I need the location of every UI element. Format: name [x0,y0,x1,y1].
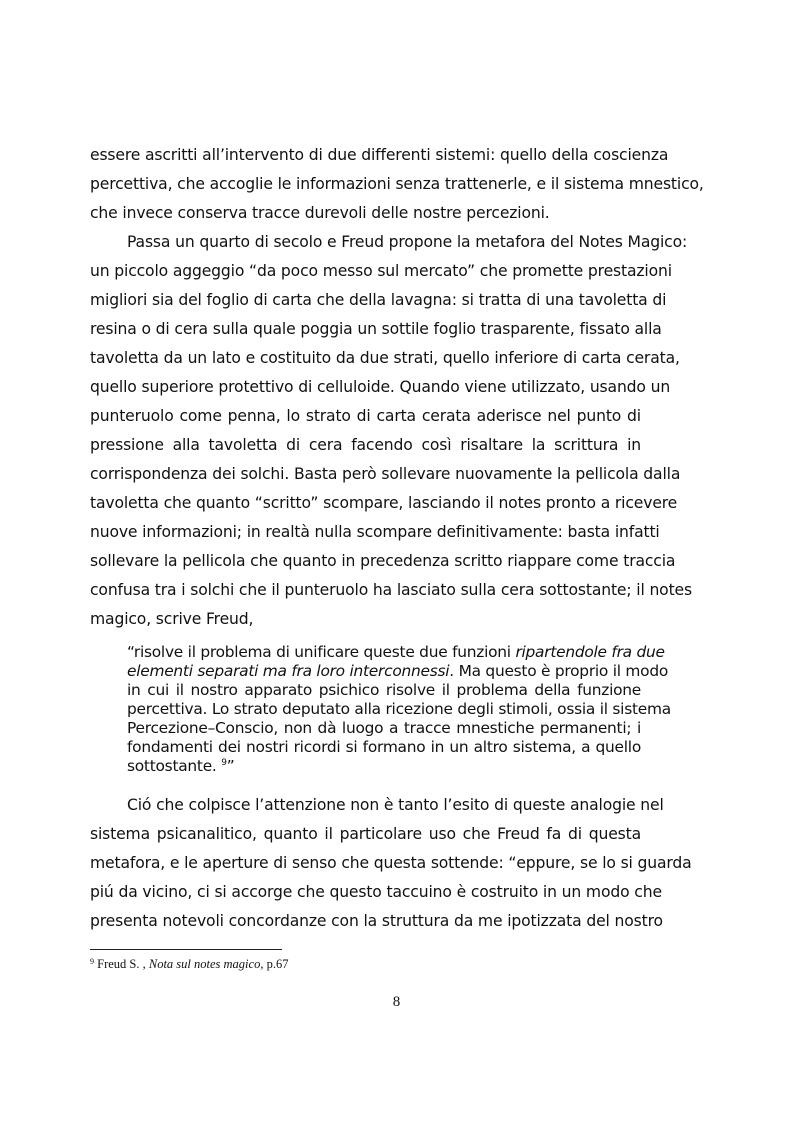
text-line: corrispondenza dei solchi. Basta però sollevare nuovamente la pellicola dalla [90,465,681,483]
text-line: presenta notevoli concordanze con la struttura da me ipotizzata del nostro [90,912,663,930]
quote-line [127,643,665,662]
footnote-reference[interactable]: 9 [221,758,227,768]
quote-text: “risolve il problema di unificare queste due funzioni [127,643,516,661]
quote-italic-text: elementi separati ma fra loro interconnessi [127,662,450,680]
text-line: piú da vicino, ci si accorge che questo taccuino è costruito in un modo che [90,883,662,901]
footnote-title: Nota sul notes magico [148,957,261,971]
text-line: migliori sia del foglio di carta che della lavagna: si tratta di una tavoletta di [90,291,667,309]
text-line: tavoletta da un lato e costituito da due strati, quello inferiore di carta cerata, [90,349,680,367]
text-line: un piccolo aggeggio “da poco messo sul mercato” che promette prestazioni [90,262,672,280]
text-line: confusa tra i solchi che il punteruolo ha lasciato sulla cera sottostante; il notes [90,581,692,599]
text-line: percettiva, che accoglie le informazioni senza trattenerle, e il sistema mnestico, [90,175,704,193]
text-line: tavoletta che quanto “scritto” scompare, lasciando il notes pronto a ricevere [90,494,678,512]
text-line: Passa un quarto di secolo e Freud propone la metafora del Notes Magico: [127,233,688,251]
page-number: 8 [392,994,401,1010]
text-line: che invece conserva tracce durevoli delle nostre percezioni. [90,204,550,222]
footnote-author: Freud S. , [94,957,149,971]
text-line: nuove informazioni; in realtà nulla scompare definitivamente: basta infatti [90,523,660,541]
text-line: magico, scrive Freud, [90,610,254,628]
text-line: Ció che colpisce l’attenzione non è tanto l’esito di queste analogie nel [127,796,664,814]
text-line: quello superiore protettivo di celluloide. Quando viene utilizzato, usando un [90,378,671,396]
quote-line: fondamenti dei nostri ricordi si formano in un altro sistema, a quello [127,738,641,756]
text-line: sollevare la pellicola che quanto in precedenza scritto riappare come traccia [90,552,676,570]
text-line: essere ascritti all’intervento di due differenti sistemi: quello della coscienza [90,146,669,164]
text-line: resina o di cera sulla quale poggia un sottile foglio trasparente, fissato alla [90,320,662,338]
footnote-number: 9 [90,957,94,966]
footnote [90,956,288,972]
quote-text: . Ma questo è proprio il modo [449,662,669,680]
closing-quote-mark: ” [226,757,235,775]
quote-italic-text: ripartendole fra due [515,643,665,661]
quote-text: sottostante. [127,757,222,775]
footnote-page-ref: , p.67 [260,957,289,971]
text-line: sistema psicanalitico, quanto il particolare uso che Freud fa di questa [90,825,641,843]
text-line: metafora, e le aperture di senso che questa sottende: “eppure, se lo si guarda [90,854,692,872]
quote-line: percettiva. Lo strato deputato alla ricezione degli stimoli, ossia il sistema [127,700,671,718]
text-line: pressione alla tavoletta di cera facendo così risaltare la scrittura in [90,436,641,454]
quote-line [127,662,669,681]
text-line: punteruolo come penna, lo strato di carta cerata aderisce nel punto di [90,407,641,425]
quote-line: in cui il nostro apparato psichico risolve il problema della funzione [127,681,641,699]
quote-line [127,757,641,776]
quote-line: Percezione–Conscio, non dà luogo a tracce mnestiche permanenti; i [127,719,641,737]
footnote-separator [90,949,282,950]
